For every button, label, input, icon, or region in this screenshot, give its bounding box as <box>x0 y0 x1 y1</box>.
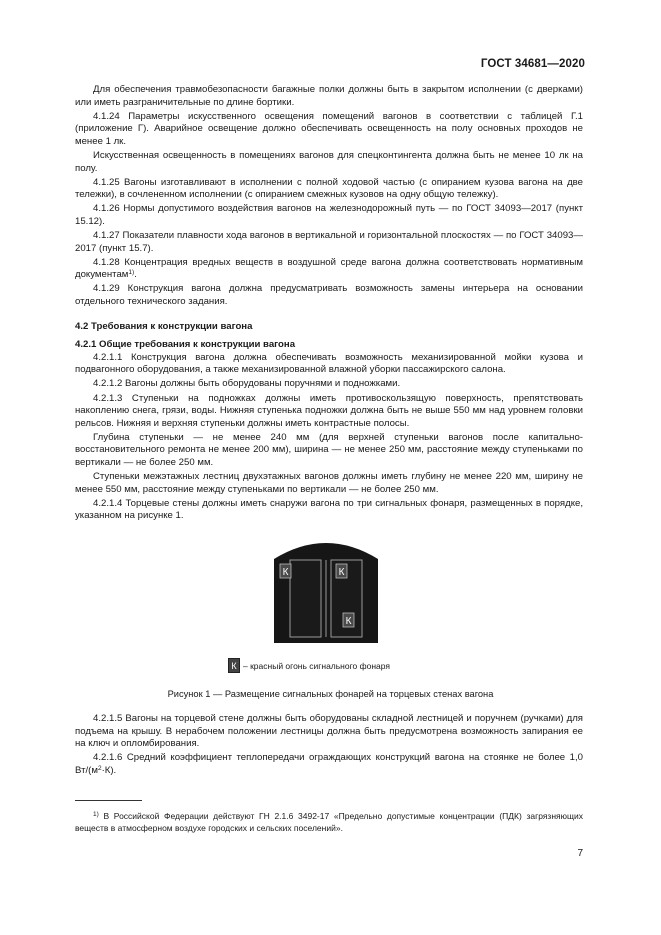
paragraph: 4.1.26 Нормы допустимого воздействия вагонов на железнодорожный путь — по ГОСТ 34093—2017 (пункт 15.12). <box>75 203 583 227</box>
paragraph: Для обеспечения травмобезопасности багажные полки должны быть в закрытом исполнении (с дверками) или иметь разграничительные по длине бортики. <box>75 84 583 108</box>
superscript: 2 <box>97 764 102 772</box>
footnote-rule <box>75 800 142 801</box>
main-text <box>75 84 583 525</box>
paragraph: 4.2.1.1 Конструкция вагона должна обеспечивать возможность механизированной мойки кузова и подвагонного оборудования, а также механизированной влажной уборки пассажирского салона. <box>75 351 583 376</box>
legend-lamp-icon: К <box>228 658 240 673</box>
footnote-mark: 1) <box>93 811 99 818</box>
paragraph: 4.1.25 Вагоны изготавливают в исполнении с полной ходовой частью (с опиранием кузова вагона на две тележки), в сочлененном исполнении (с опиранием смежных кузовов на одну общую тележку). <box>75 176 583 201</box>
paragraph: 4.1.24 Параметры искусственного освещения помещений вагонов в соответствии с таблицей Г.1 (приложение Г). Аварийное освещение должно обеспечивать освещенность на полу основных проходов не менее 1 лк. <box>75 110 583 147</box>
paragraph-text: 4.2.1.6 Средний коэффициент теплопередачи ограждающих конструкций вагона на стоянке не более 1,0 Вт/(м <box>75 752 583 776</box>
signal-lamp-bottom-right <box>343 613 354 627</box>
lamp-letter: К <box>345 616 352 627</box>
legend-text: – красный огонь сигнального фонаря <box>243 660 390 671</box>
paragraph: 4.2.1.5 Вагоны на торцевой стене должны быть оборудованы складной лестницей и поручнем (ручками) для подъема на крышу. В нерабочем положении лестницы должна быть предусмотрена возможность запирания ее на ключ и опломбирования. <box>75 713 583 750</box>
door-left <box>290 560 321 637</box>
paragraph: 4.1.27 Показатели плавности хода вагонов в вертикальной и горизонтальной плоскостях — по ГОСТ 34093—2017 (пункт 15.7). <box>75 230 583 254</box>
footnote <box>75 811 583 834</box>
paragraph-text: 4.1.28 Концентрация вредных веществ в воздушной среде вагона должна соответствовать нормативным документам <box>75 256 583 281</box>
paragraph: Ступеньки межэтажных лестниц двухэтажных вагонов должны иметь глубину не менее 220 мм, ширину не менее 550 мм, расстояние между ступеньками по вертикали — не более 250 мм. <box>75 471 583 495</box>
paragraph-tail: ·К). <box>101 764 117 776</box>
paragraph: 4.1.29 Конструкция вагона должна предусматривать возможность замены интерьера на основании отдельного технического задания. <box>75 283 583 307</box>
paragraph: 4.2.1.4 Торцевые стены должны иметь снаружи вагона по три сигнальных фонаря, размещенных в порядке, указанном на рисунке 1. <box>75 497 583 522</box>
lamp-letter: К <box>338 567 345 578</box>
figure-legend <box>228 658 390 673</box>
wagon-end-figure <box>268 541 384 643</box>
page-number: 7 <box>577 848 583 859</box>
paragraph: 4.2.1.2 Вагоны должны быть оборудованы поручнями и подножками. <box>93 378 401 390</box>
section-heading-4-2-1: 4.2.1 Общие требования к конструкции вагона <box>75 339 296 351</box>
paragraph: 4.2.1.3 Ступеньки на подножках должны иметь противоскользящую поверхность, препятствовать накоплению снега, грязи, воды. Нижняя ступенька подножки должна быть не выше 550 мм над уровнем головки рельсов. Нижняя и верхняя ступеньки должны иметь контрастные полосы. <box>75 392 583 429</box>
lamp-letter: К <box>282 567 289 578</box>
paragraph-4-2-1-6 <box>75 752 583 777</box>
footnote-ref[interactable]: 1) <box>128 269 135 277</box>
paragraph: Искусственная освещенность в помещениях вагонов для спецконтингента должна быть не менее 10 лк на полу. <box>75 149 583 174</box>
footnote-body: В Российской Федерации действуют ГН 2.1.6 3492-17 «Предельно допустимые концентрации (ПДК) загрязняющих веществ в атмосферном воздухе городских и сельских поселений». <box>75 811 583 833</box>
document-id: ГОСТ 34681—2020 <box>480 58 585 70</box>
signal-lamp-top-left <box>280 564 291 578</box>
paragraph: Глубина ступеньки — не менее 240 мм (для верхней ступеньки вагонов после капитально-восстановительного ремонта не менее 200 мм), ширина — не менее 250 мм, расстояние между ступеньками по вертикали — не более 250 мм. <box>75 431 583 469</box>
figure-caption: Рисунок 1 — Размещение сигнальных фонарей на торцевых стенах вагона <box>167 689 494 699</box>
section-heading-4-2: 4.2 Требования к конструкции вагона <box>75 320 253 332</box>
paragraph-4-1-28 <box>75 257 583 282</box>
footnote-text <box>75 811 583 834</box>
signal-lamp-top-right <box>336 564 347 578</box>
paragraph-tail: . <box>134 269 137 281</box>
main-text-continued <box>75 713 583 779</box>
